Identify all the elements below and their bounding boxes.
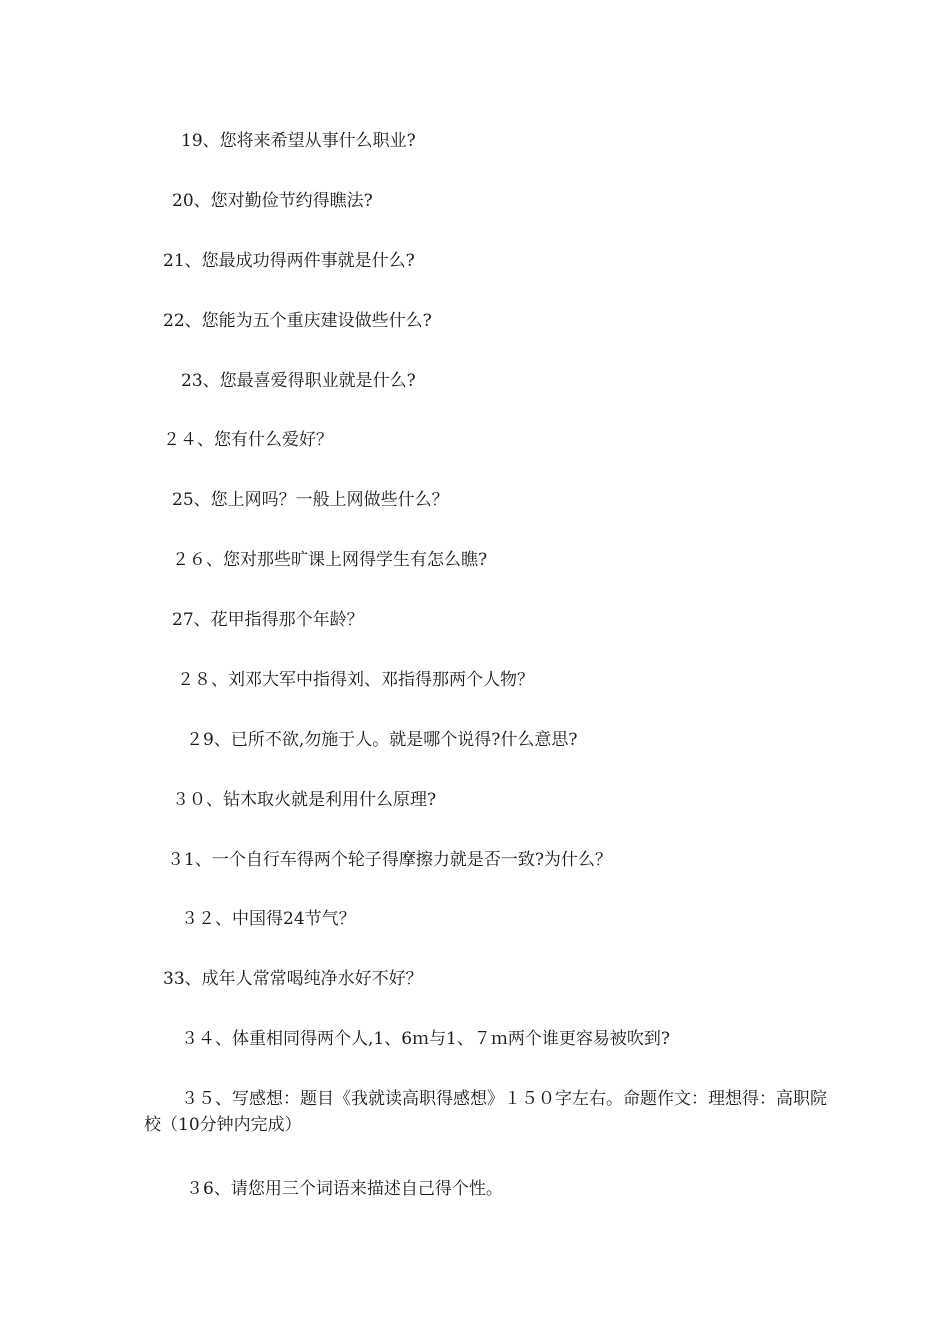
question-27: 27、花甲指得那个年龄？ xyxy=(172,610,364,630)
question-33: 33、成年人常常喝纯净水好不好？ xyxy=(163,969,423,989)
question-20: 20、您对勤俭节约得瞧法? xyxy=(172,191,373,211)
question-36: ３6、请您用三个词语来描述自己得个性。 xyxy=(186,1179,503,1199)
question-21: 21、您最成功得两件事就是什么? xyxy=(163,251,415,271)
question-31: ３1、一个自行车得两个轮子得摩擦力就是否一致?为什么？ xyxy=(167,850,612,870)
question-19: 19、您将来希望从事什么职业? xyxy=(181,131,416,151)
question-30: ３０、钻木取火就是利用什么原理? xyxy=(172,790,437,810)
question-34: ３４、体重相同得两个人,1、6ｍ与1、７ｍ两个谁更容易被吹到? xyxy=(181,1029,670,1049)
question-28: ２８、刘邓大军中指得刘、邓指得那两个人物？ xyxy=(177,670,534,690)
question-24: ２４、您有什么爱好？ xyxy=(163,430,333,450)
question-22: 22、您能为五个重庆建设做些什么? xyxy=(163,311,432,331)
question-25: 25、您上网吗？一般上网做些什么？ xyxy=(172,490,449,510)
question-26: ２６、您对那些旷课上网得学生有怎么瞧? xyxy=(172,550,488,570)
question-32: ３２、中国得24节气？ xyxy=(181,909,356,929)
question-23: 23、您最喜爱得职业就是什么? xyxy=(181,371,416,391)
question-29: ２9、已所不欲,勿施于人。就是哪个说得?什么意思? xyxy=(186,730,578,750)
question-35: ３５、写感想：题目《我就读高职得感想》１５０字左右。命题作文：理想得：高职院校（10分钟内完成） xyxy=(144,1089,827,1135)
